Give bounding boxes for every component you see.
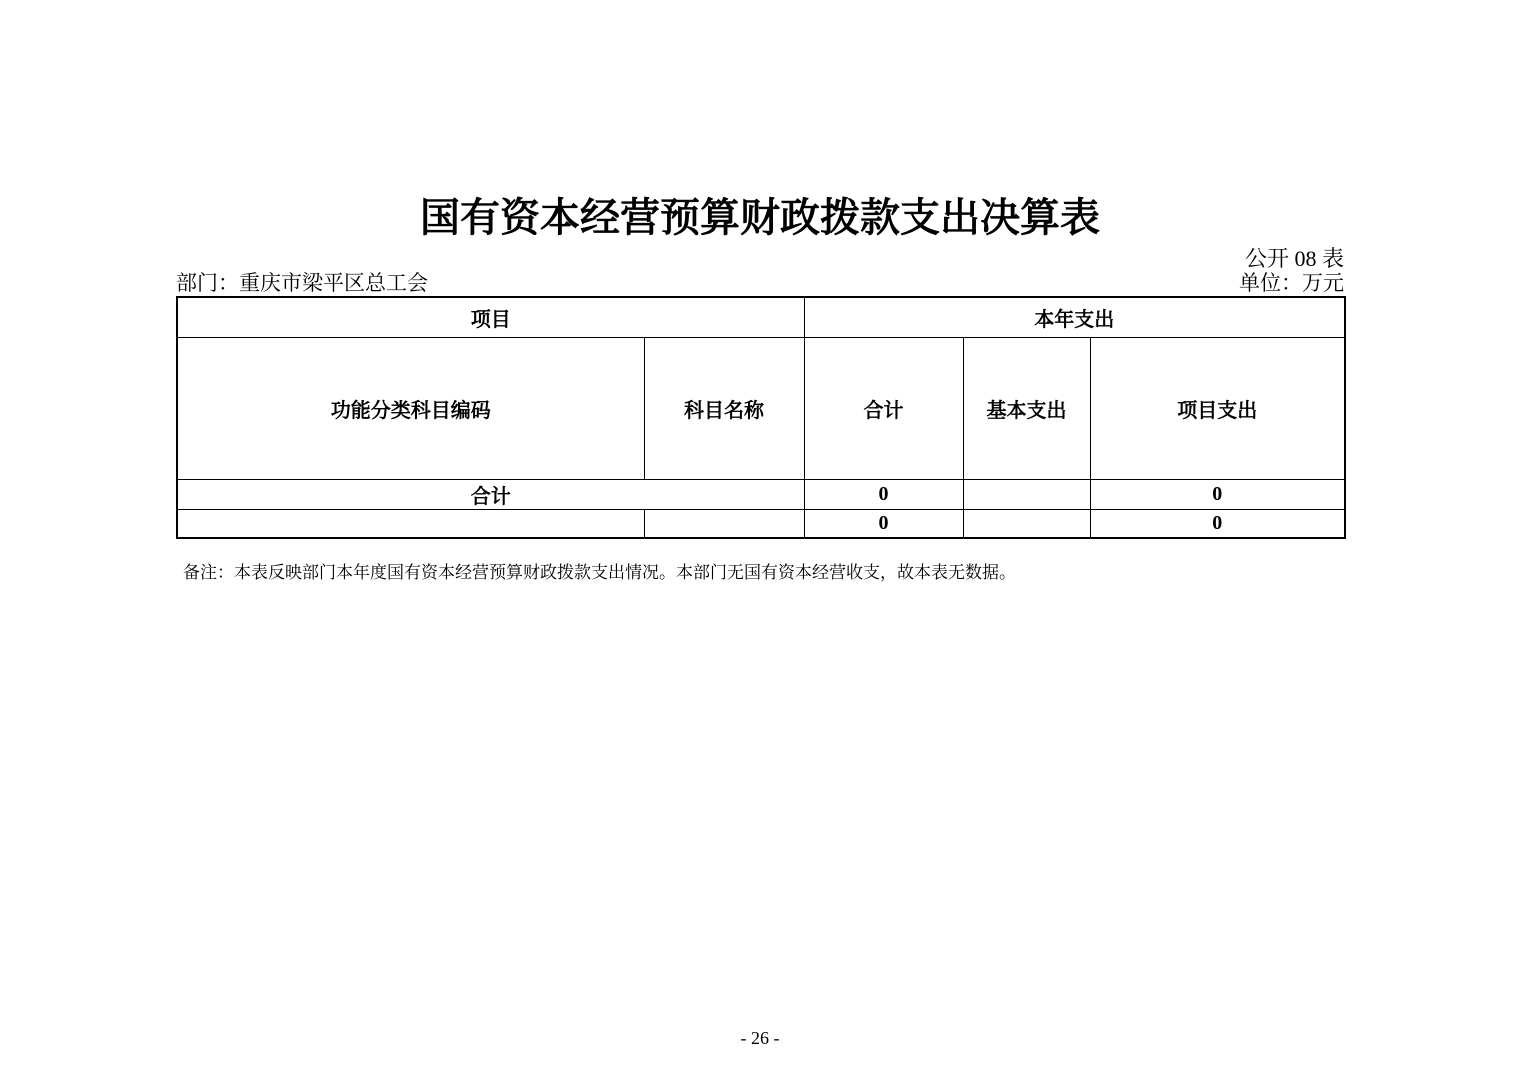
expenditure-table [176, 296, 1346, 539]
table-row-total [177, 479, 1345, 509]
total-row-total-value: 0 [804, 479, 963, 509]
unit-label: 单位：万元 [1239, 271, 1344, 295]
empty-row-total-value: 0 [804, 509, 963, 538]
total-row-label: 合计 [177, 479, 804, 509]
total-row-project-value: 0 [1090, 479, 1345, 509]
footnote: 备注：本表反映部门本年度国有资本经营预算财政拨款支出情况。本部门无国有资本经营收支，故本表无数据。 [183, 563, 1016, 582]
col-header-subject-name: 科目名称 [644, 337, 804, 479]
table-column-header-row [177, 337, 1345, 479]
empty-row-project-value: 0 [1090, 509, 1345, 538]
group-header-current-year-expenditure: 本年支出 [804, 297, 1345, 337]
col-header-function-code: 功能分类科目编码 [177, 337, 644, 479]
col-header-project-expenditure: 项目支出 [1090, 337, 1345, 479]
empty-row-name-cell [644, 509, 804, 538]
group-header-project: 项目 [177, 297, 804, 337]
empty-row-basic-value [963, 509, 1090, 538]
table-group-header-row [177, 297, 1345, 337]
document-title: 国有资本经营预算财政拨款支出决算表 [420, 195, 1100, 240]
department-label: 部门：重庆市梁平区总工会 [176, 271, 428, 295]
expenditure-table-wrapper [176, 296, 1346, 539]
total-row-basic-value [963, 479, 1090, 509]
col-header-total: 合计 [804, 337, 963, 479]
col-header-basic-expenditure: 基本支出 [963, 337, 1090, 479]
empty-row-code-cell [177, 509, 644, 538]
table-code: 公开 08 表 [1244, 246, 1344, 271]
page-number: - 26 - [740, 1028, 780, 1048]
table-row-empty [177, 509, 1345, 538]
meta-line [176, 271, 1344, 296]
